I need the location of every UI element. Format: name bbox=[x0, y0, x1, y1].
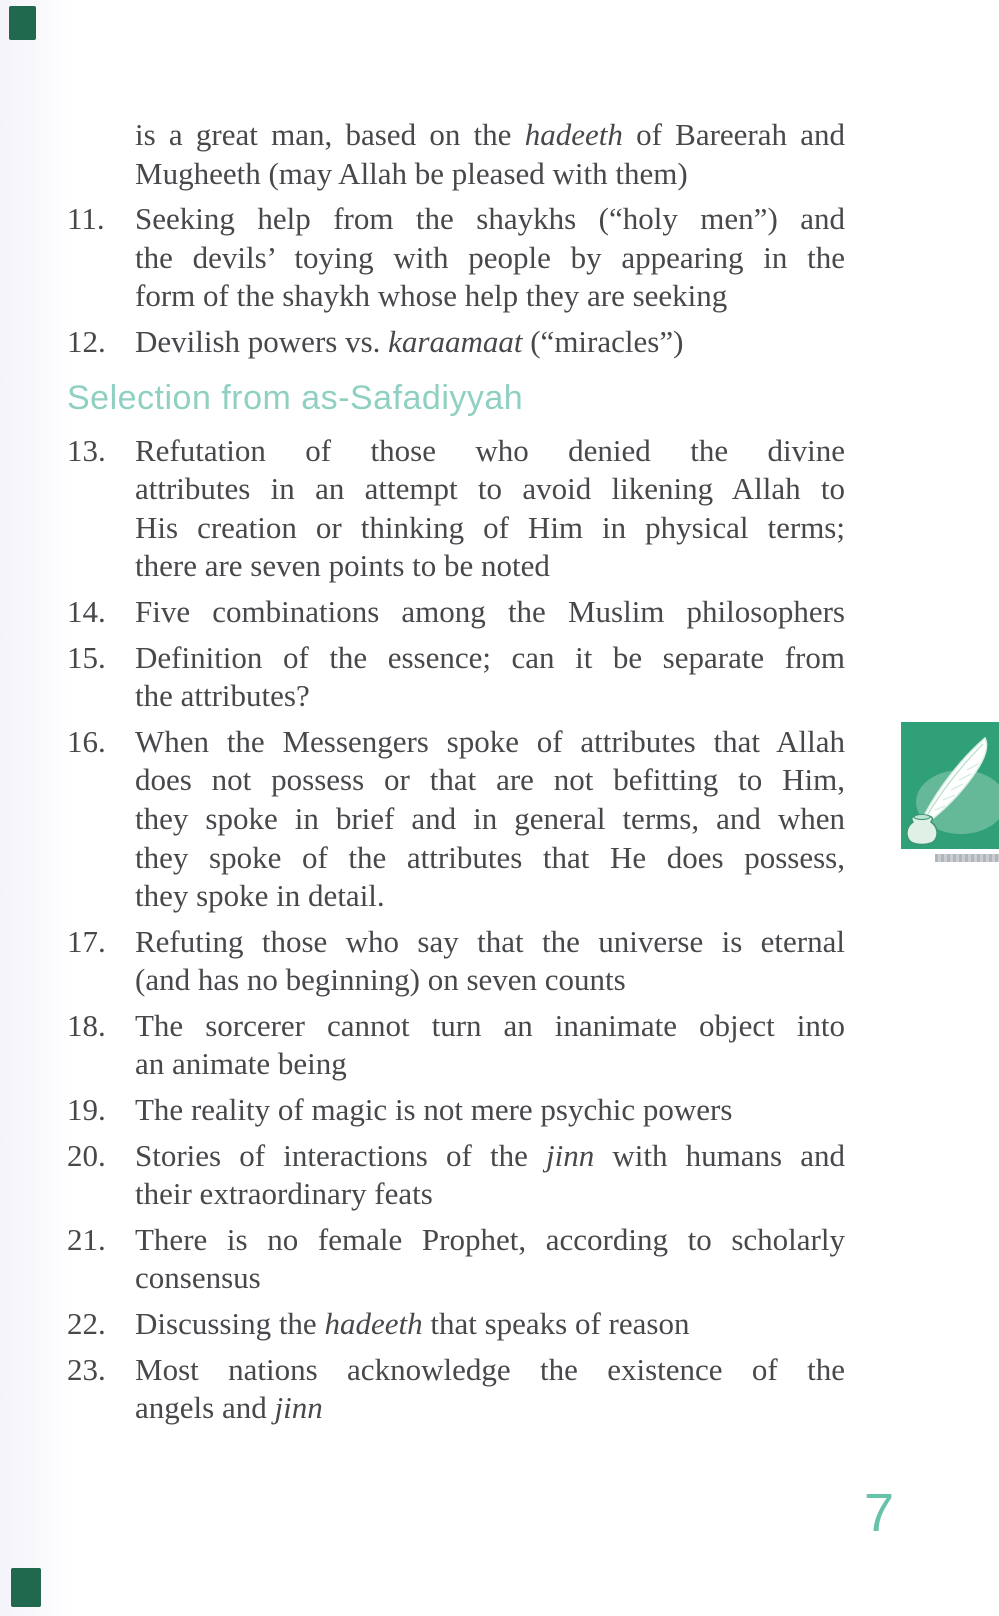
item-text bbox=[135, 923, 845, 1000]
item-text bbox=[135, 1221, 845, 1298]
toc-line: they spoke in detail. bbox=[135, 878, 385, 914]
inkwell-mouth bbox=[914, 815, 930, 820]
item-text bbox=[135, 200, 845, 316]
corner-mark-bottom-left bbox=[11, 1568, 41, 1607]
toc-item bbox=[67, 639, 845, 716]
toc-line: consensus bbox=[135, 1260, 261, 1296]
toc-item bbox=[67, 1091, 845, 1130]
toc-line: the attributes? bbox=[135, 678, 310, 714]
toc-line: attributes in an attempt to avoid likening Allah to bbox=[135, 471, 845, 507]
toc-line: Most nations acknowledge the existence of the bbox=[135, 1351, 845, 1387]
page-number: 7 bbox=[864, 1483, 895, 1543]
toc-item bbox=[67, 923, 845, 1000]
toc-items-before-heading bbox=[67, 116, 845, 362]
corner-mark-top-left bbox=[9, 6, 36, 40]
item-number: 13. bbox=[67, 432, 106, 468]
item-number: 18. bbox=[67, 1007, 106, 1043]
toc-item bbox=[67, 1007, 845, 1084]
item-text bbox=[135, 116, 845, 193]
toc-line: they spoke in brief and in general terms, and when bbox=[135, 800, 845, 836]
section-heading: Selection from as-Safadiyyah bbox=[67, 378, 524, 417]
item-text bbox=[135, 432, 845, 586]
toc-line: When the Messengers spoke of attributes that Allah bbox=[135, 723, 845, 759]
item-text bbox=[135, 1305, 845, 1344]
item-number: 14. bbox=[67, 593, 106, 629]
item-number: 20. bbox=[67, 1137, 106, 1173]
toc-line: Devilish powers vs. karaamaat (“miracles”) bbox=[135, 323, 684, 359]
item-number: 17. bbox=[67, 923, 106, 959]
toc-line: His creation or thinking of Him in physical terms; bbox=[135, 509, 845, 545]
item-text bbox=[135, 639, 845, 716]
table-of-contents bbox=[67, 116, 845, 1435]
item-text bbox=[135, 1351, 845, 1428]
toc-line: Stories of interactions of the jinn with humans and bbox=[135, 1137, 845, 1173]
item-number: 22. bbox=[67, 1306, 106, 1342]
toc-line: form of the shaykh whose help they are seeking bbox=[135, 278, 728, 314]
toc-item bbox=[67, 1221, 845, 1298]
toc-line: (and has no beginning) on seven counts bbox=[135, 962, 626, 998]
item-text bbox=[135, 323, 845, 362]
toc-line: There is no female Prophet, according to scholarly bbox=[135, 1221, 845, 1257]
toc-line: there are seven points to be noted bbox=[135, 548, 550, 584]
toc-line: Seeking help from the shaykhs (“holy men”) and bbox=[135, 201, 845, 237]
toc-item bbox=[67, 723, 845, 916]
toc-item bbox=[67, 432, 845, 586]
toc-line: does not possess or that are not befitting to Him, bbox=[135, 762, 845, 798]
item-text bbox=[135, 1007, 845, 1084]
toc-item bbox=[67, 200, 845, 316]
toc-item bbox=[67, 1305, 845, 1344]
toc-line: Mugheeth (may Allah be pleased with them) bbox=[135, 155, 688, 191]
toc-line: The reality of magic is not mere psychic powers bbox=[135, 1092, 733, 1128]
toc-line: the devils’ toying with people by appearing in the bbox=[135, 239, 845, 275]
item-number: 12. bbox=[67, 323, 106, 359]
item-number: 16. bbox=[67, 723, 106, 759]
toc-line: Definition of the essence; can it be separate from bbox=[135, 639, 845, 675]
toc-item bbox=[67, 1351, 845, 1428]
toc-item bbox=[67, 323, 845, 362]
item-number: 19. bbox=[67, 1092, 106, 1128]
toc-line: angels and jinn bbox=[135, 1390, 323, 1426]
item-text bbox=[135, 723, 845, 916]
toc-line: Refuting those who say that the universe is eternal bbox=[135, 923, 845, 959]
toc-item bbox=[67, 116, 845, 193]
toc-line: they spoke of the attributes that He does possess, bbox=[135, 839, 845, 875]
toc-items-after-heading bbox=[67, 432, 845, 1428]
item-number: 15. bbox=[67, 639, 106, 675]
toc-item bbox=[67, 593, 845, 632]
toc-line: their extraordinary feats bbox=[135, 1176, 433, 1212]
toc-line: is a great man, based on the hadeeth of Bareerah and bbox=[135, 117, 846, 152]
item-number: 23. bbox=[67, 1351, 106, 1387]
toc-line: Five combinations among the Muslim philosophers bbox=[135, 593, 845, 629]
item-number: 11. bbox=[67, 201, 105, 237]
inkwell bbox=[907, 816, 937, 845]
toc-line: Discussing the hadeeth that speaks of reason bbox=[135, 1306, 690, 1342]
item-number: 21. bbox=[67, 1221, 106, 1257]
item-text bbox=[135, 1091, 845, 1130]
image-shadow-strip bbox=[935, 854, 999, 862]
toc-line: The sorcerer cannot turn an inanimate object into bbox=[135, 1007, 845, 1043]
quill-inkwell-image bbox=[901, 722, 999, 849]
item-text bbox=[135, 593, 845, 632]
toc-line: Refutation of those who denied the divine bbox=[135, 432, 845, 468]
toc-item bbox=[67, 1137, 845, 1214]
item-number bbox=[67, 116, 135, 193]
toc-line: an animate being bbox=[135, 1046, 347, 1082]
item-text bbox=[135, 1137, 845, 1214]
